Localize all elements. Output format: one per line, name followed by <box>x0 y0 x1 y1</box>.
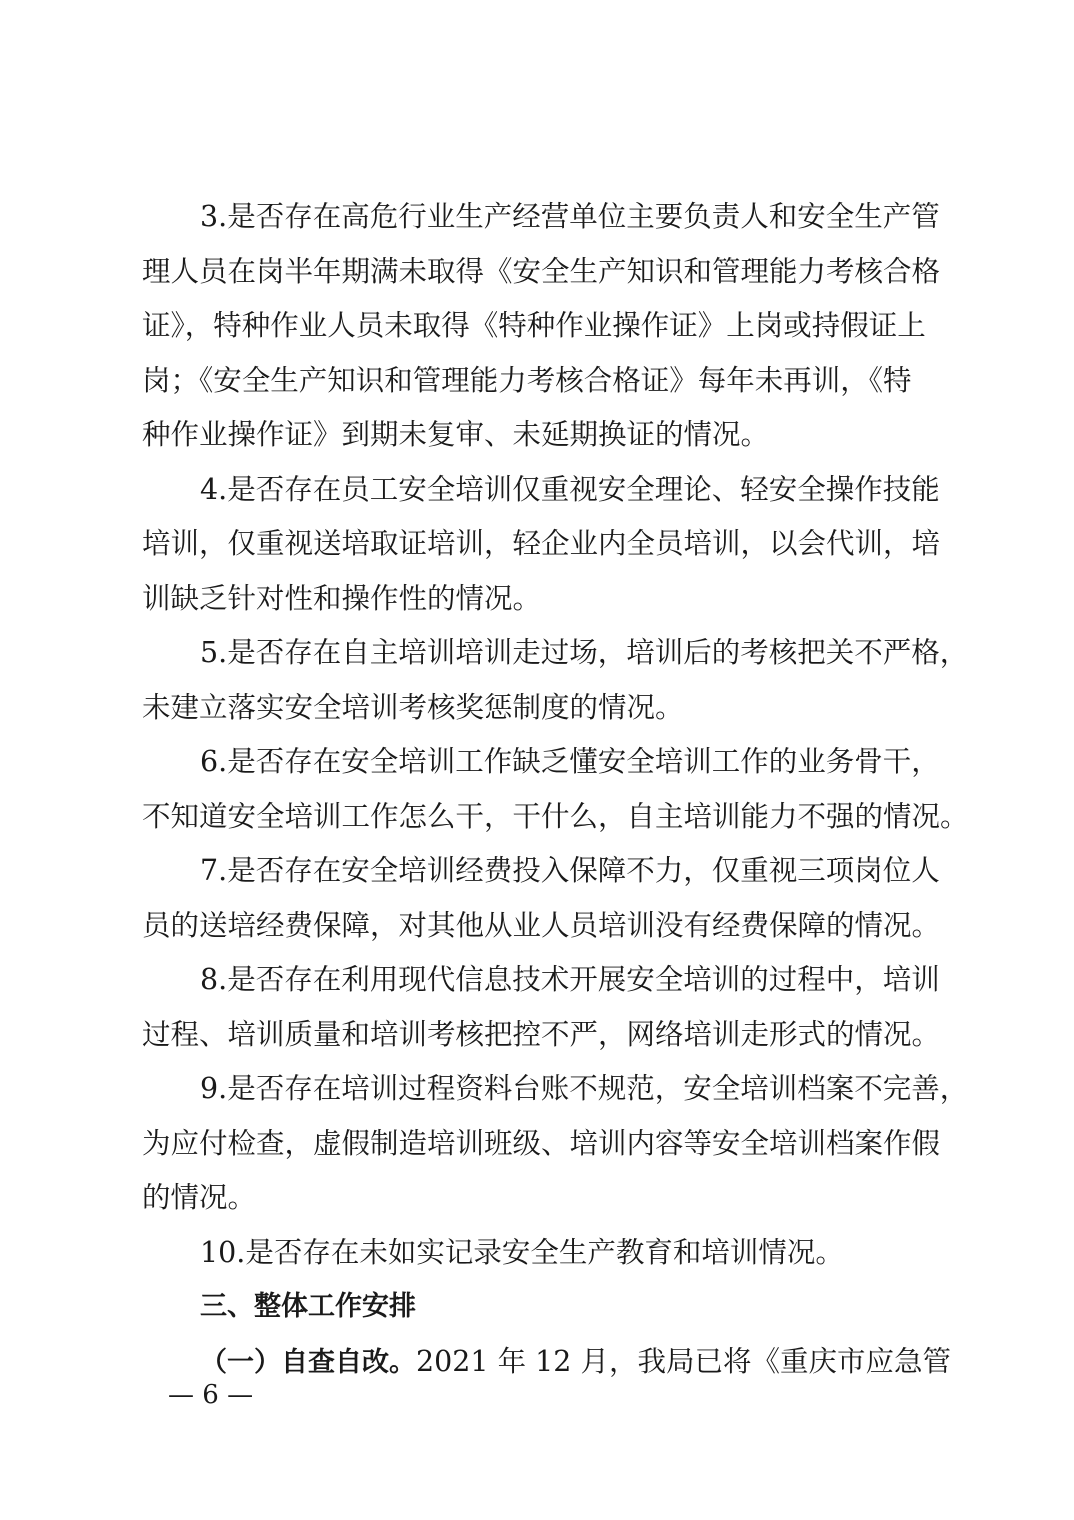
document-body <box>142 190 969 1390</box>
text-line: 3.是否存在高危行业生产经营单位主要负责人和安全生产管 <box>200 200 940 233</box>
text-line: 不知道安全培训工作怎么干，干什么，自主培训能力不强的情况。 <box>142 799 969 833</box>
text-line: 9.是否存在培训过程资料台账不规范，安全培训档案不完善， <box>200 1072 969 1105</box>
subsection-paragraph <box>142 1335 951 1391</box>
item-5 <box>142 626 969 735</box>
text-line: 8.是否存在利用现代信息技术开展安全培训的过程中，培训 <box>200 963 940 996</box>
item-4 <box>142 463 942 627</box>
text-line: 7.是否存在安全培训经费投入保障不力，仅重视三项岗位人 <box>200 854 940 887</box>
text-line: 未建立落实安全培训考核奖惩制度的情况。 <box>142 690 684 724</box>
text-line: 岗；《安全生产知识和管理能力考核合格证》每年未再训，《特 <box>142 363 912 397</box>
text-line: 6.是否存在安全培训工作缺乏懂安全培训工作的业务骨干， <box>200 745 940 778</box>
text-line: 培训，仅重视送培取证培训，轻企业内全员培训，以会代训，培 <box>142 527 941 560</box>
subsection-lead: （一）自查自改。 <box>200 1346 416 1378</box>
subsection-text: 2021 年 12 月，我局已将《重庆市应急管 <box>416 1344 951 1378</box>
text-line: 为应付检查，虚假制造培训班级、培训内容等安全培训档案作假 <box>142 1126 941 1160</box>
item-6 <box>142 735 969 844</box>
text-line: 4.是否存在员工安全培训仅重视安全理论、轻安全操作技能 <box>200 472 940 506</box>
page-number: — 6 — <box>168 1380 254 1410</box>
item-8 <box>142 953 942 1062</box>
text-line: 训缺乏针对性和操作性的情况。 <box>142 581 542 615</box>
text-line: 理人员在岗半年期满未取得《安全生产知识和管理能力考核合格 <box>142 254 941 288</box>
text-line: 种作业操作证》到期未复审、未延期换证的情况。 <box>142 418 770 451</box>
item-10 <box>142 1226 942 1281</box>
text-line <box>142 1335 951 1391</box>
section-heading: 三、整体工作安排 <box>200 1291 416 1322</box>
item-7 <box>142 844 942 953</box>
text-line: 证》，特种作业人员未取得《特种作业操作证》上岗或持假证上 <box>142 309 926 342</box>
text-line: 的情况。 <box>142 1181 257 1214</box>
item-9 <box>142 1062 969 1226</box>
text-line: 过程、培训质量和培训考核把控不严，网络培训走形式的情况。 <box>142 1017 941 1051</box>
item-3 <box>142 190 942 463</box>
text-line: 10.是否存在未如实记录安全生产教育和培训情况。 <box>200 1235 844 1269</box>
text-line: 5.是否存在自主培训培训走过场，培训后的考核把关不严格， <box>200 636 969 669</box>
text-line: 员的送培经费保障，对其他从业人员培训没有经费保障的情况。 <box>142 908 941 942</box>
